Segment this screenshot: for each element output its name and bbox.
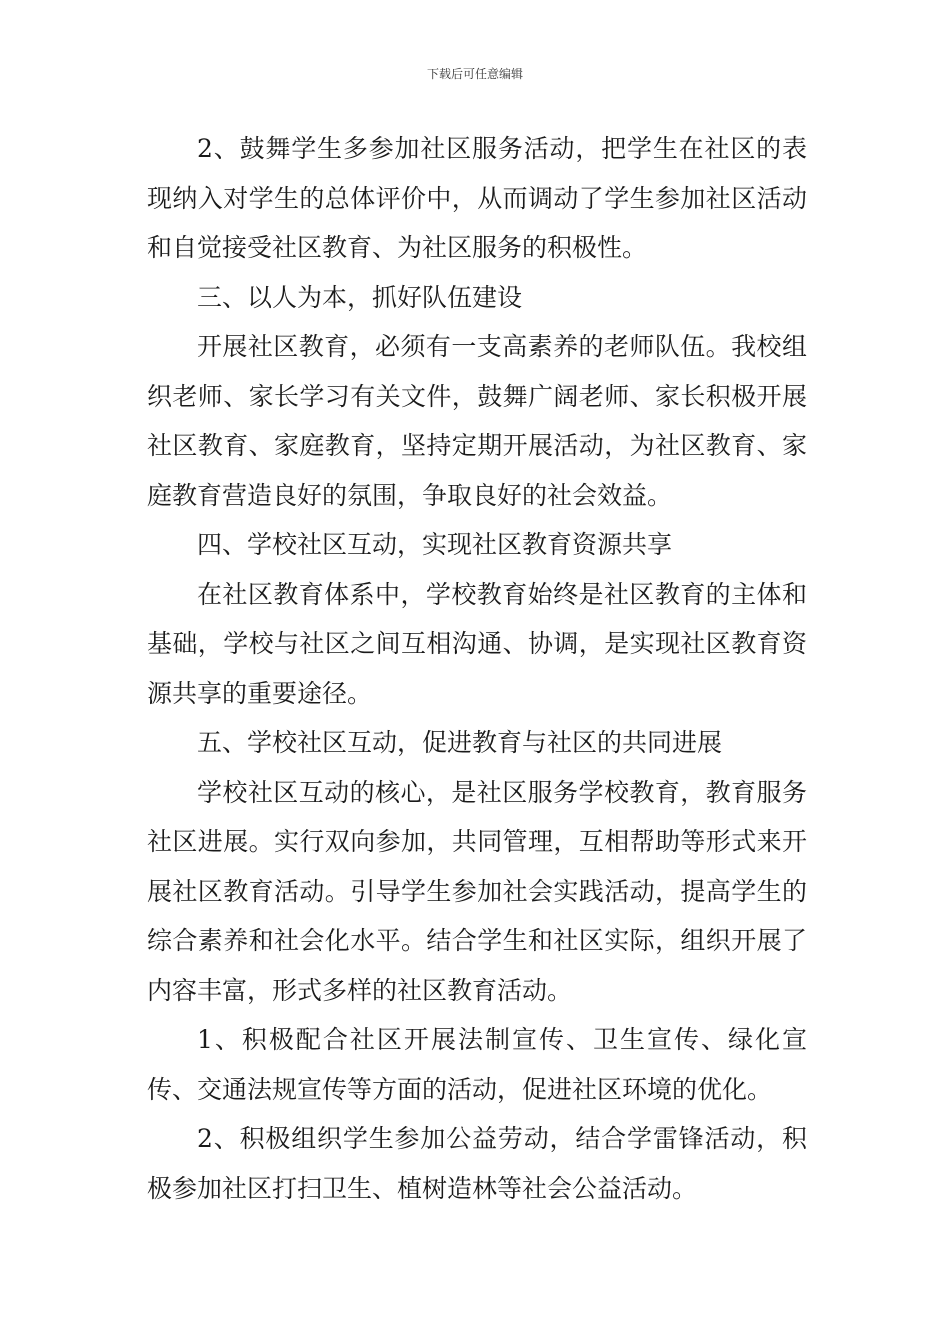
paragraph-5: 1、积极配合社区开展法制宣传、卫生宣传、绿化宣传、交通法规宣传等方面的活动，促进社区环境的优化。 bbox=[147, 1025, 807, 1104]
section-heading-5: 五、学校社区互动，促进教育与社区的共同进展 bbox=[197, 728, 723, 757]
page-header: 下载后可任意编辑 bbox=[426, 67, 523, 81]
paragraph-6: 2、积极组织学生参加公益劳动，结合学雷锋活动，积极参加社区打扫卫生、植树造林等社会公益活动。 bbox=[147, 1124, 807, 1203]
paragraph-2: 开展社区教育，必须有一支高素养的老师队伍。我校组织老师、家长学习有关文件，鼓舞广阔老师、家长积极开展社区教育、家庭教育，坚持定期开展活动，为社区教育、家庭教育营造良好的氛围，争取良好的社会效益。 bbox=[147, 332, 807, 510]
paragraph-4: 学校社区互动的核心，是社区服务学校教育，教育服务社区进展。实行双向参加，共同管理，互相帮助等形式来开展社区教育活动。引导学生参加社会实践活动，提高学生的综合素养和社会化水平。结合学生和社区实际，组织开展了内容丰富，形式多样的社区教育活动。 bbox=[147, 777, 807, 1005]
paragraph-3: 在社区教育体系中，学校教育始终是社区教育的主体和基础，学校与社区之间互相沟通、协调，是实现社区教育资源共享的重要途径。 bbox=[147, 579, 807, 708]
section-heading-3: 三、以人为本，抓好队伍建设 bbox=[197, 282, 523, 312]
document-body bbox=[147, 124, 807, 1213]
section-heading-4: 四、学校社区互动，实现社区教育资源共享 bbox=[197, 530, 673, 559]
paragraph-1: 2、鼓舞学生多参加社区服务活动，把学生在社区的表现纳入对学生的总体评价中，从而调动了学生参加社区活动和自觉接受社区教育、为社区服务的积极性。 bbox=[147, 134, 807, 262]
